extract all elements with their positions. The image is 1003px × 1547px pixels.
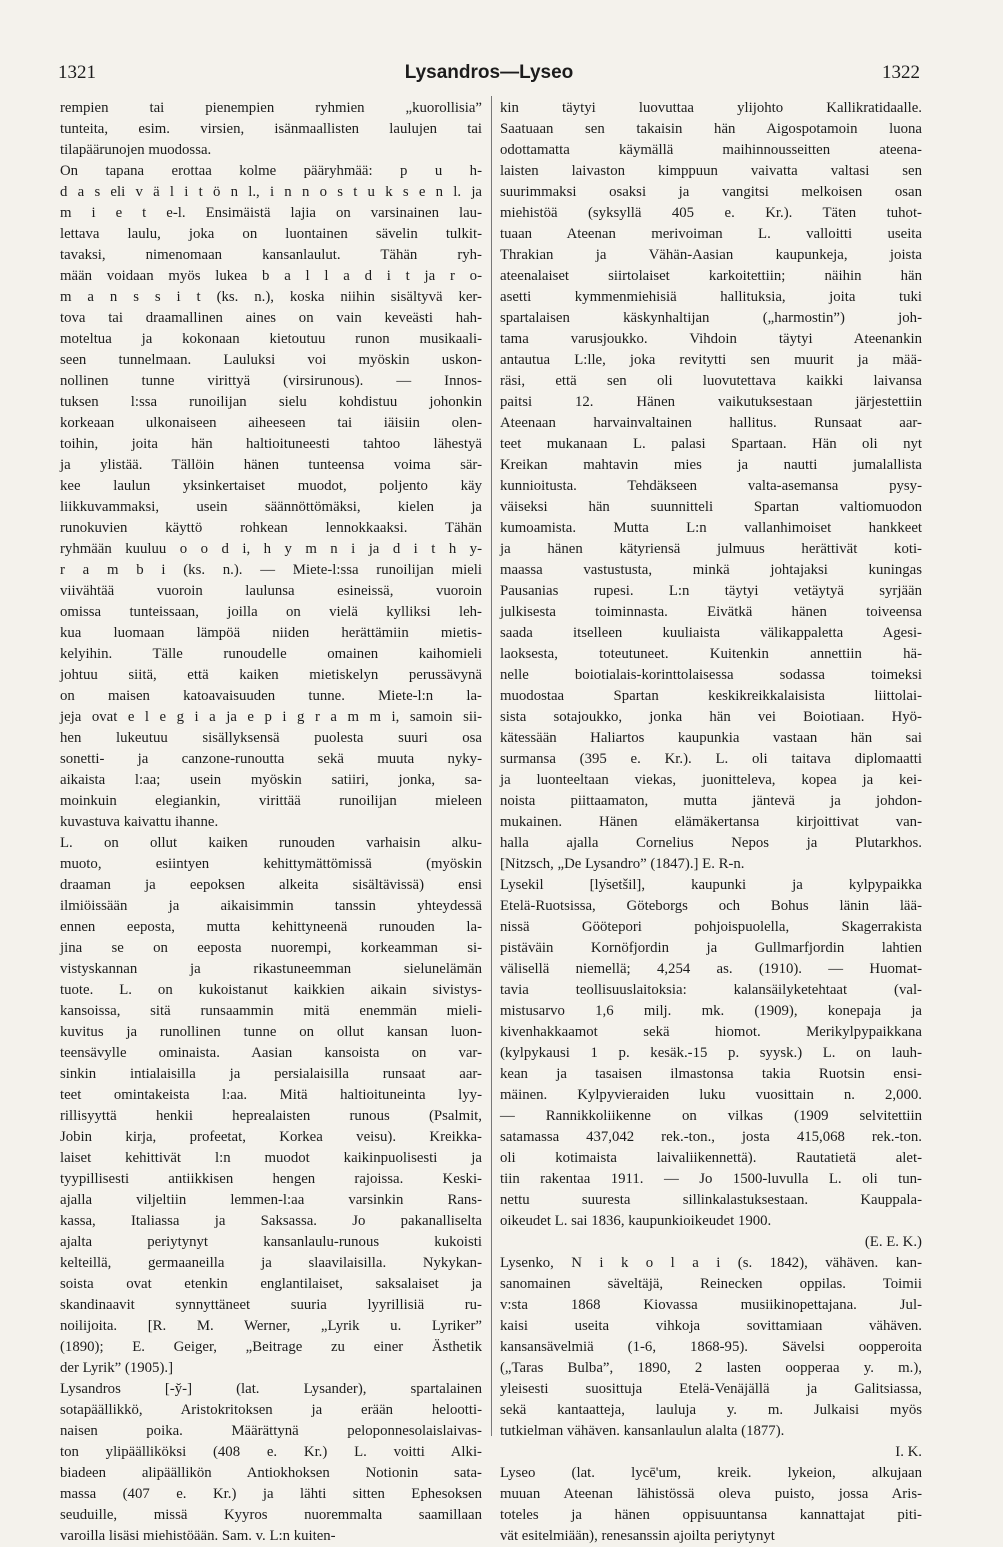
text-line: draaman ja eepoksen alkeita sisältävissä) ensi — [60, 877, 482, 893]
text-line: väiseksi hän suunnitteli Spartan valtiomuodon — [500, 499, 922, 515]
text-line: yleisesti suosittuja Etelä-Venäjällä ja Galitsiassa, — [500, 1381, 922, 1397]
text-line: moinkuin elegiankin, virittää runoilijan mieleen — [60, 793, 482, 809]
text-line: kumoamista. Mutta L:n vallanhimoiset hankkeet — [500, 520, 922, 536]
text-line: spartalaisen käskynhaltijan („harmostin”) joh- — [500, 310, 922, 326]
text-line: maassa vastustusta, minkä johtajaksi kuningas — [500, 562, 922, 578]
text-line: nissä Göötepori pohjoispuolella, Skagerrakista — [500, 919, 922, 935]
page-number-left: 1321 — [58, 62, 96, 83]
text-line: aikaista l:aa; usein myöskin satiiri, jonka, sa- — [60, 772, 482, 788]
text-line: noista piittaamaton, mutta jäntevä ja johdon- — [500, 793, 922, 809]
text-line: ja luonteeltaan viekas, juonitteleva, kopea ja kei- — [500, 772, 922, 788]
text-line: seen tunnelmaan. Lauluksi voi myöskin uskon- — [60, 352, 482, 368]
text-line: tutkielman vähäven. kansanlaulun alalta (1877). — [500, 1423, 785, 1439]
text-line: toteles ja hänen oppisuuntansa kannattajat piti- — [500, 1507, 922, 1523]
text-line: On tapana erottaa kolme pääryhmää: p u h- — [60, 163, 482, 179]
text-line: varoilla lisäsi miehistöään. Sam. v. L:n kuiten- — [60, 1528, 336, 1544]
text-line: kunnioitusta. Tehdäkseen valta-asemansa pysy- — [500, 478, 922, 494]
text-line: laisten laivaston kimppuun vaivatta valtasi sen — [500, 163, 922, 179]
text-line: halla ajalla Cornelius Nepos ja Plutarkhos. — [500, 835, 922, 851]
text-line: Jobin kirja, profeetat, Korkea veisu). Kreikka- — [60, 1129, 482, 1145]
text-line: Lysenko, N i k o l a i (s. 1842), vähäven. kan- — [500, 1255, 922, 1271]
text-line: — Rannikkoliikenne on vilkas (1909 selvitettiin — [500, 1108, 922, 1124]
text-line: julkisesta toiminnasta. Eivätkä hänen toiveensa — [500, 604, 922, 620]
text-line: tavia teollisuuslaitoksia: kalansäilyketehtaat (val- — [500, 982, 922, 998]
text-line: Pausanias rupesi. L:n täytyi vetäytyä syrjään — [500, 583, 922, 599]
text-line: tuote. L. on kukoistanut kaikkien aikain sivistys- — [60, 982, 482, 998]
text-line: kuvastuva kaivattu ihanne. — [60, 814, 219, 830]
text-line: v:sta 1868 Kiovassa musiikinopettajana. Jul- — [500, 1297, 922, 1313]
text-line: Etelä-Ruotsissa, Göteborgs och Bohus länin lää- — [500, 898, 922, 914]
text-line: kelyihin. Tälle runoudelle omainen kaihomieli — [60, 646, 482, 662]
text-line: muuan Ateenan lähistössä oleva puisto, jossa Aris- — [500, 1486, 922, 1502]
text-line: Lysekil [lyֿsetšil], kaupunki ja kylpypaikka — [500, 877, 922, 893]
text-line: kean ja tasaisen ilmastonsa takia Ruotsin ensi- — [500, 1066, 922, 1082]
right-column — [500, 98, 922, 1547]
text-line: ennen eeposta, mutta kehittyneenä runouden la- — [60, 919, 482, 935]
text-line: sotapäällikkö, Aristokritoksen ja erään helootti- — [60, 1402, 482, 1418]
text-line: jeja ovat e l e g i a ja e p i g r a m m i, samoin sii- — [60, 709, 482, 725]
text-line: (1890); E. Geiger, „Beitrage zu einer Ästhetik — [60, 1339, 482, 1355]
text-line: sekä kantaatteja, lauluja y. m. Julkaisi myös — [500, 1402, 922, 1418]
text-line: hen lukeutuu sisällyksensä puolesta suuri osa — [60, 730, 482, 746]
text-line: lettava laulu, joka on luontainen sävelin tulkit- — [60, 226, 482, 242]
text-line: noilijoita. [R. M. Werner, „Lyrik u. Lyriker” — [60, 1318, 482, 1334]
text-line: kätessään Haliartos kaupunkia vastaan hän sai — [500, 730, 922, 746]
text-line: on maisen katoavaisuuden tunne. Miete-l:n la- — [60, 688, 482, 704]
text-line: runokuvien käyttö rohkean lennokkaaksi. Tähän — [60, 520, 482, 536]
text-line: laiset kehittivät l:n muodot kaikinpuolisesti ja — [60, 1150, 482, 1166]
text-line: tilapäärunojen muodossa. — [60, 142, 212, 158]
text-line: tuaan Ateenan merivoiman L. valloitti useita — [500, 226, 922, 242]
text-line: m i e t e-l. Ensimäistä lajia on varsinainen lau- — [60, 205, 482, 221]
text-line: moteltua ja kokonaan kietoutuu runon musikaali- — [60, 331, 482, 347]
text-line: (kylpykausi 1 p. kesäk.-15 p. syysk.) L. on lauh- — [500, 1045, 922, 1061]
column-divider — [491, 96, 492, 1436]
text-line: nettu suuresta sillinkalastuksestaan. Kauppala- — [500, 1192, 922, 1208]
text-line: viivähtää vuoroin laulunsa esineissä, vuoroin — [60, 583, 482, 599]
text-line: kua luomaan lämpöä niiden herättämiin mietis- — [60, 625, 482, 641]
text-line: oikeudet L. sai 1836, kaupunkioikeudet 1900. — [500, 1213, 772, 1229]
text-line: rempien tai pienempien ryhmien „kuorollisia” — [60, 100, 482, 116]
text-line: toihin, joita hän haltioituneesti tahtoo lähestyä — [60, 436, 482, 452]
text-line: muodostaa Spartan keskikreikkalaisista liittolai- — [500, 688, 922, 704]
text-line: oli kotimaista laivaliikennettä). Rautatietä alet- — [500, 1150, 922, 1166]
running-title: Lysandros—Lyseo — [404, 62, 574, 83]
text-line: teet omintakeista l:aa. Mitä haltioituneinta lyy- — [60, 1087, 482, 1103]
text-line: sonetti- ja canzone-runoutta sekä muuta nyky- — [60, 751, 482, 767]
text-line: kassa, Italiassa ja Saksassa. Jo pakanalliselta — [60, 1213, 482, 1229]
text-line: vistyskannan ja rikastuneemman sielunelämän — [60, 961, 482, 977]
text-line: odottamatta käymällä maihinnousseitten ateena- — [500, 142, 922, 158]
text-line: naisen poika. Määrättynä peloponnesolaislaivas- — [60, 1423, 482, 1439]
left-column — [60, 98, 482, 1547]
text-line: I. K. — [895, 1444, 922, 1460]
text-line: der Lyrik” (1905).] — [60, 1360, 173, 1376]
text-line: sista sotajoukko, jonka hän vei Boiotiaan. Hyö- — [500, 709, 922, 725]
text-line: ton ylipäälliköksi (408 e. Kr.) L. voitti Alki- — [60, 1444, 482, 1460]
text-line: ajalta periytynyt kansanlaulu-runous kukoisti — [60, 1234, 482, 1250]
text-line: tova tai draamallinen aines on vain keveästi hah- — [60, 310, 482, 326]
text-line: Lysandros [-y̆-] (lat. Lysander), spartalainen — [60, 1381, 482, 1397]
text-line: tiin rakentaa 1911. — Jo 1500-luvulla L. oli tun- — [500, 1171, 922, 1187]
text-line: mukainen. Hänen elämäkertansa kirjoittivat van- — [500, 814, 922, 830]
text-line: mäinen. Kylpyvieraiden luku vuosittain n. 2,000. — [500, 1087, 922, 1103]
text-line: miehistöä (syksyllä 405 e. Kr.). Täten tuhot- — [500, 205, 922, 221]
text-line: Thrakian ja Vähän-Aasian kaupunkeja, joista — [500, 247, 922, 263]
page-number-right: 1322 — [882, 62, 920, 83]
text-line: teensävylle ominaista. Aasian kansoista on var- — [60, 1045, 482, 1061]
text-line: teet mukanaan L. palasi Spartaan. Hän oli nyt — [500, 436, 922, 452]
text-line: [Nitzsch, „De Lysandro” (1847).] E. R-n. — [500, 856, 745, 872]
text-line: ajalla viljeltiin lemmen-l:aa varsinkin Rans- — [60, 1192, 482, 1208]
text-line: ryhmään kuuluu o o d i, h y m n i ja d i t h y- — [60, 541, 482, 557]
text-line: nelle boiotialais-korinttolaisessa sodassa toimeksi — [500, 667, 922, 683]
text-line: vät esitelmiään), renesanssin ajoilta periytynyt — [500, 1528, 775, 1544]
text-line: kansoissa, sitä runsaammin mitä enemmän mieli- — [60, 1003, 482, 1019]
text-line: kaisi useita vihkoja sovittamiaan vähäven. — [500, 1318, 922, 1334]
text-line: sinkin intialaisilla ja persialaisilla runsaat aar- — [60, 1066, 482, 1082]
text-line: mistusarvo 1,6 milj. mk. (1909), konepaja ja — [500, 1003, 922, 1019]
text-line: antautua L:lle, joka revitytti sen muurit ja mää- — [500, 352, 922, 368]
text-line: räsi, että sen oli luovutettava kaikki laivansa — [500, 373, 922, 389]
text-line: Kreikan mahtavin mies ja nautti jumalallista — [500, 457, 922, 473]
text-line: (E. E. K.) — [864, 1234, 922, 1250]
text-line: tama varusjoukko. Vihdoin täytyi Ateenankin — [500, 331, 922, 347]
text-line: ilmiöissään ja aikaisimmin tanssin yhteydessä — [60, 898, 482, 914]
text-line: soista ovat etenkin englantilaiset, saksalaiset ja — [60, 1276, 482, 1292]
text-line: välisellä niemellä; 4,254 as. (1910). — Huomat- — [500, 961, 922, 977]
text-line: tyypillisesti antiikkisen hengen rajoissa. Keski- — [60, 1171, 482, 1187]
text-line: L. on ollut kaiken runouden varhaisin alku- — [60, 835, 482, 851]
text-line: d a s eli v ä l i t ö n l., i n n o s t u k s e n l. ja — [60, 184, 482, 200]
text-line: mään voidaan myös lukea b a l l a d i t ja r o- — [60, 268, 482, 284]
text-line: seuduille, missä Kyyros nuoremmalta saamillaan — [60, 1507, 482, 1523]
text-line: Ateenaan harvainvaltainen hallitus. Runsaat aar- — [500, 415, 922, 431]
text-line: ja ylistää. Tällöin hänen tunteensa voima sär- — [60, 457, 482, 473]
text-line: tuksen l:ssa runoilijan sielu kohdistuu johonkin — [60, 394, 482, 410]
text-line: korkeaan ulkonaiseen aiheeseen tai iäisiin olen- — [60, 415, 482, 431]
text-line: m a n s s i t (ks. n.), koska niihin sisältyvä ker- — [60, 289, 482, 305]
text-line: kin täytyi luovuttaa ylijohto Kallikratidaalle. — [500, 100, 922, 116]
text-line: Saatuaan sen takaisin hän Aigospotamoin luona — [500, 121, 922, 137]
text-line: biadeen alipäällikön Antiokhoksen Notionin sata- — [60, 1465, 482, 1481]
text-line: satamassa 437,042 rek.-ton., josta 415,068 rek.-ton. — [500, 1129, 922, 1145]
text-line: nollinen tunne virittyä (virsirunous). — Innos- — [60, 373, 482, 389]
text-line: liikkuvammaksi, usein säännöttömäksi, kielen ja — [60, 499, 482, 515]
text-line: massa (407 e. Kr.) ja lähti sitten Ephesoksen — [60, 1486, 482, 1502]
text-line: Lyseo (lat. lycē'um, kreik. lykeion, alkujaan — [500, 1465, 922, 1481]
text-line: jina se on eeposta nuorempi, korkeamman si- — [60, 940, 482, 956]
text-line: kee laulun yksinkertaiset muodot, poljento käy — [60, 478, 482, 494]
text-line: skandinaavit synnyttäneet suuria lyyrillisiä ru- — [60, 1297, 482, 1313]
text-line: ateenalaiset siirtolaiset karkoitettiin; näihin hän — [500, 268, 922, 284]
text-line: tunteita, esim. virsien, isänmaallisten laulujen tai — [60, 121, 482, 137]
text-line: suurimmaksi osaksi ja vangitsi melkoisen osan — [500, 184, 922, 200]
text-line: rillisyyttä henkii heprealaisten runous (Psalmit, — [60, 1108, 482, 1124]
text-line: laoksesta, toteutuneet. Kuitenkin annettiin hä- — [500, 646, 922, 662]
text-line: muoto, esiintyen kehittymättömissä (myöskin — [60, 856, 482, 872]
text-line: kivenhakkaamot sekä hiomot. Merikylpypaikkana — [500, 1024, 922, 1040]
text-line: kansansävelmiä (1-6, 1868-95). Sävelsi oopperoita — [500, 1339, 922, 1355]
text-line: asetti kymmenmiehisiä hallituksia, joita tuki — [500, 289, 922, 305]
text-line: sanomainen säveltäjä, Reinecken oppilas. Toimii — [500, 1276, 922, 1292]
text-line: r a m b i (ks. n.). — Miete-l:ssa runoilijan mieli — [60, 562, 482, 578]
page-header — [58, 62, 920, 88]
text-line: kuvitus ja runollinen tunne on ollut kansan luon- — [60, 1024, 482, 1040]
text-line: paitsi 12. Hänen vaikutuksestaan järjestettiin — [500, 394, 922, 410]
text-line: surmansa (395 e. Kr.). L. oli taitava diplomaatti — [500, 751, 922, 767]
text-line: pistäväin Kornöfjordin ja Gullmarfjordin lahtien — [500, 940, 922, 956]
text-line: ja hänen kätyriensä julmuus herättivät koti- — [500, 541, 922, 557]
text-line: saada itselleen kuuliaista välikappaletta Agesi- — [500, 625, 922, 641]
text-line: kelteillä, germaaneilla ja slaavilaisilla. Nykykan- — [60, 1255, 482, 1271]
text-line: johtuu siitä, että kaiken mietiskelyn perussävynä — [60, 667, 482, 683]
text-line: tavaksi, nimenomaan kansanlaulut. Tähän ryh- — [60, 247, 482, 263]
text-line: („Taras Bulba”, 1890, 2 lasten oopperaa y. m.), — [500, 1360, 922, 1376]
text-line: omissa tunteissaan, joilla on vielä kylliksi leh- — [60, 604, 482, 620]
